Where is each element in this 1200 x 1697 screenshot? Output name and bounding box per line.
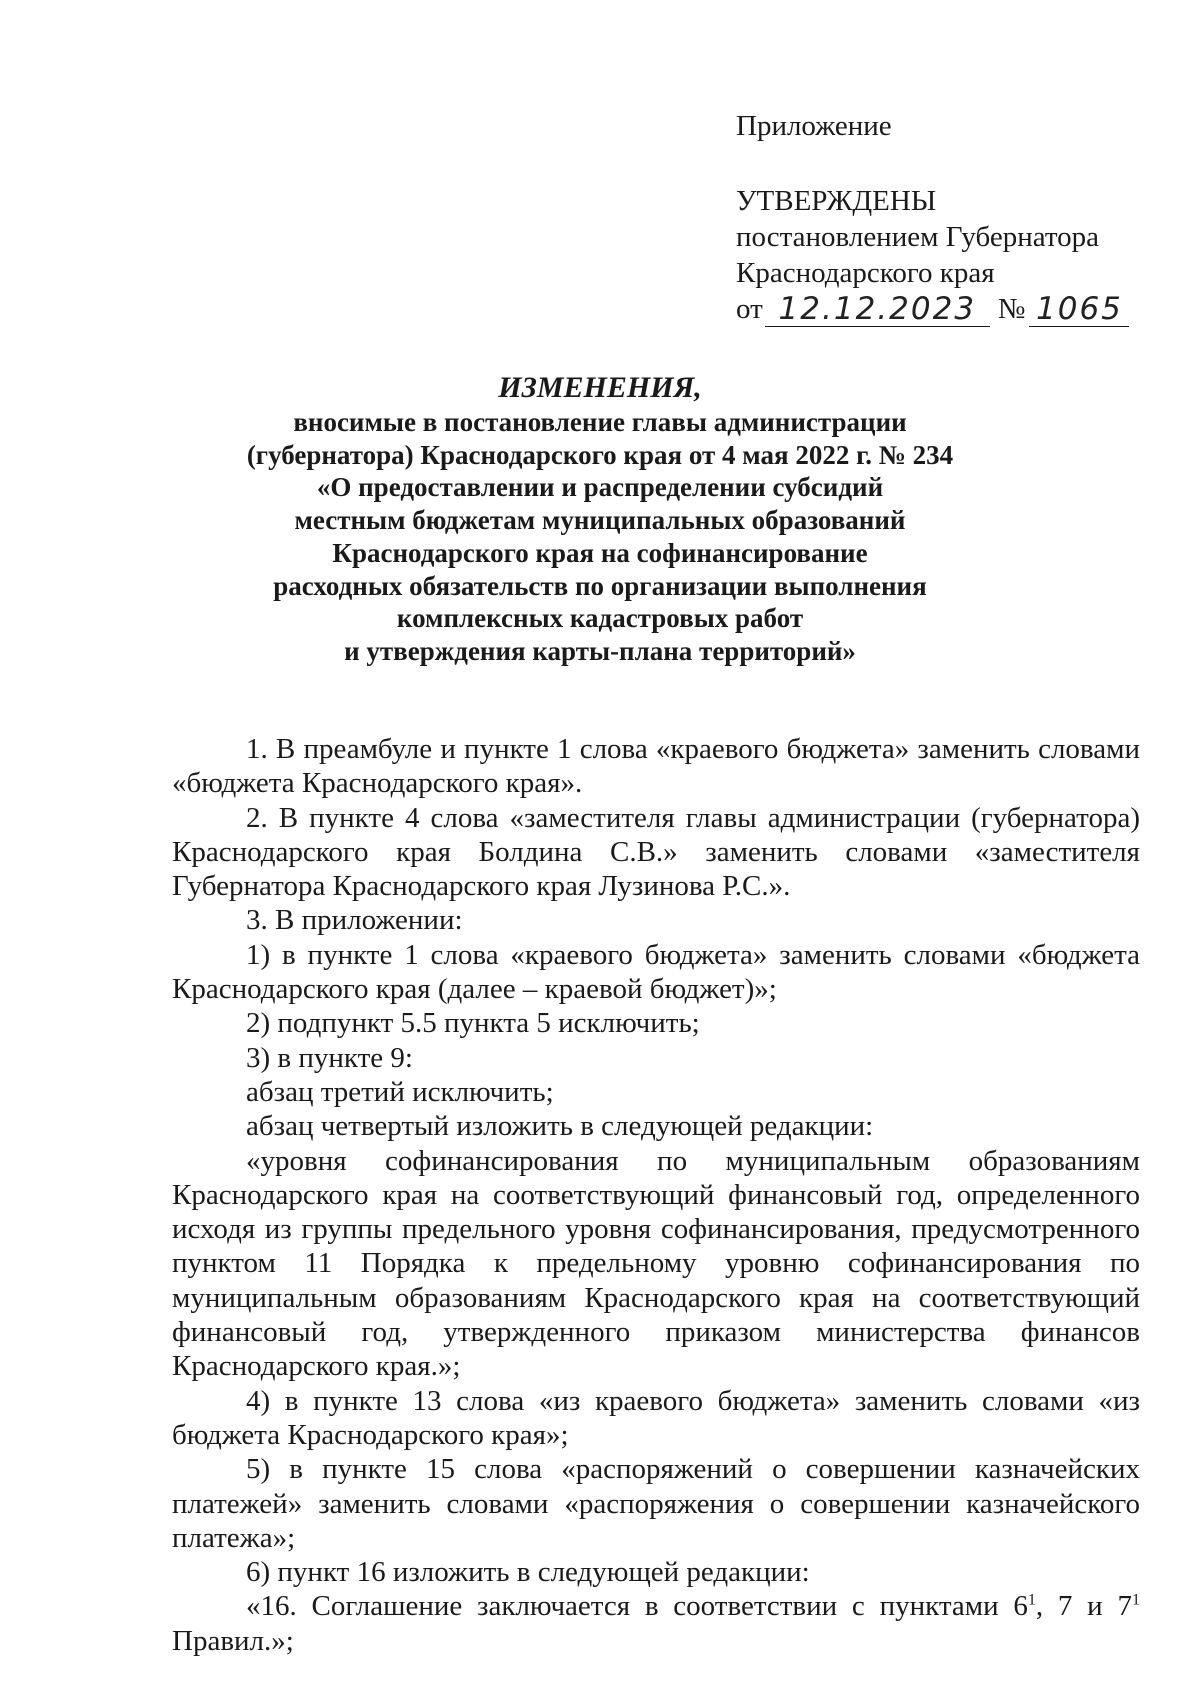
decree-date-number-line (736, 291, 1129, 327)
paragraph: абзац третий исключить; (246, 1075, 554, 1108)
paragraph-text: «16. Соглашение заключается в соответствии с пунктами 6 (246, 1590, 1028, 1623)
date-prefix: от (736, 293, 763, 325)
title-line: комплексных кадастровых работ (396, 603, 804, 634)
title-line: местным бюджетам муниципальных образований (294, 505, 906, 536)
approved-label: УТВЕРЖДЕНЫ (736, 185, 937, 217)
paragraph: 2. В пункте 4 слова «заместителя главы администрации (губернатора) Краснодарского края Болдина С.В.» заменить словами «заместителя Губернатора Краснодарского края Лузинова Р.С.». (172, 801, 1140, 903)
paragraph: 4) в пункте 13 слова «из краевого бюджета» заменить словами «из бюджета Краснодарского края»; (172, 1384, 1140, 1451)
document-body (172, 732, 1140, 1658)
title-line: (губернатора) Краснодарского края от 4 мая 2022 г. № 234 (246, 439, 954, 470)
title-line: «О предоставлении и распределении субсидий (316, 472, 884, 503)
title-line: расходных обязательств по организации выполнения (273, 570, 927, 601)
paragraph: 3) в пункте 9: (246, 1041, 413, 1074)
paragraph: 5) в пункте 15 слова «распоряжений о совершении казначейских платежей» заменить словами «распоряжения о совершении казначейского платежа»; (172, 1453, 1140, 1554)
paragraph: 1. В преамбуле и пункте 1 слова «краевого бюджета» заменить словами «бюджета Краснодарского края». (172, 733, 1140, 800)
paragraph-text: , 7 и 7 (1035, 1590, 1132, 1623)
paragraph: абзац четвертый изложить в следующей редакции: (246, 1110, 874, 1143)
title-line: Краснодарского края на софинансирование (332, 537, 868, 568)
approval-stamp-block (736, 108, 1129, 327)
title-line: и утверждения карты-плана территорий» (344, 635, 856, 666)
paragraph (172, 1589, 1140, 1658)
document-title (170, 370, 1030, 668)
approved-by-decree: постановлением Губернатора (736, 221, 1100, 253)
superscript: 1 (1131, 1591, 1140, 1609)
paragraph: «уровня софинансирования по муниципальным образованиям Краснодарского края на соответствующий финансовый год, определенного исходя из группы предельного уровня софинансирования, предусмотренного пунктом 11 Порядка к предельному уровню софинансирования по муниципальным образованиям Краснодарского края на соответствующий финансовый год, утвержденного приказом министерства финансов Краснодарского края.»; (172, 1144, 1140, 1383)
handwritten-number: 1065 (1029, 292, 1129, 327)
number-prefix: № (997, 293, 1026, 325)
title-heading: ИЗМЕНЕНИЯ, (498, 371, 702, 404)
paragraph: 1) в пункте 1 слова «краевого бюджета» заменить словами «бюджета Краснодарского края (далее – краевой бюджет)»; (172, 938, 1140, 1006)
paragraph: 2) подпункт 5.5 пункта 5 исключить; (246, 1007, 700, 1040)
title-line: вносимые в постановление главы администрации (293, 407, 907, 437)
paragraph: 3. В приложении: (246, 904, 463, 937)
approved-region: Краснодарского края (736, 257, 995, 289)
appendix-label: Приложение (736, 110, 892, 142)
handwritten-date: 12.12.2023 (765, 292, 990, 327)
paragraph: 6) пункт 16 изложить в следующей редакции: (246, 1556, 810, 1589)
paragraph-text: Правил.»; (172, 1624, 294, 1657)
superscript: 1 (1027, 1591, 1036, 1609)
